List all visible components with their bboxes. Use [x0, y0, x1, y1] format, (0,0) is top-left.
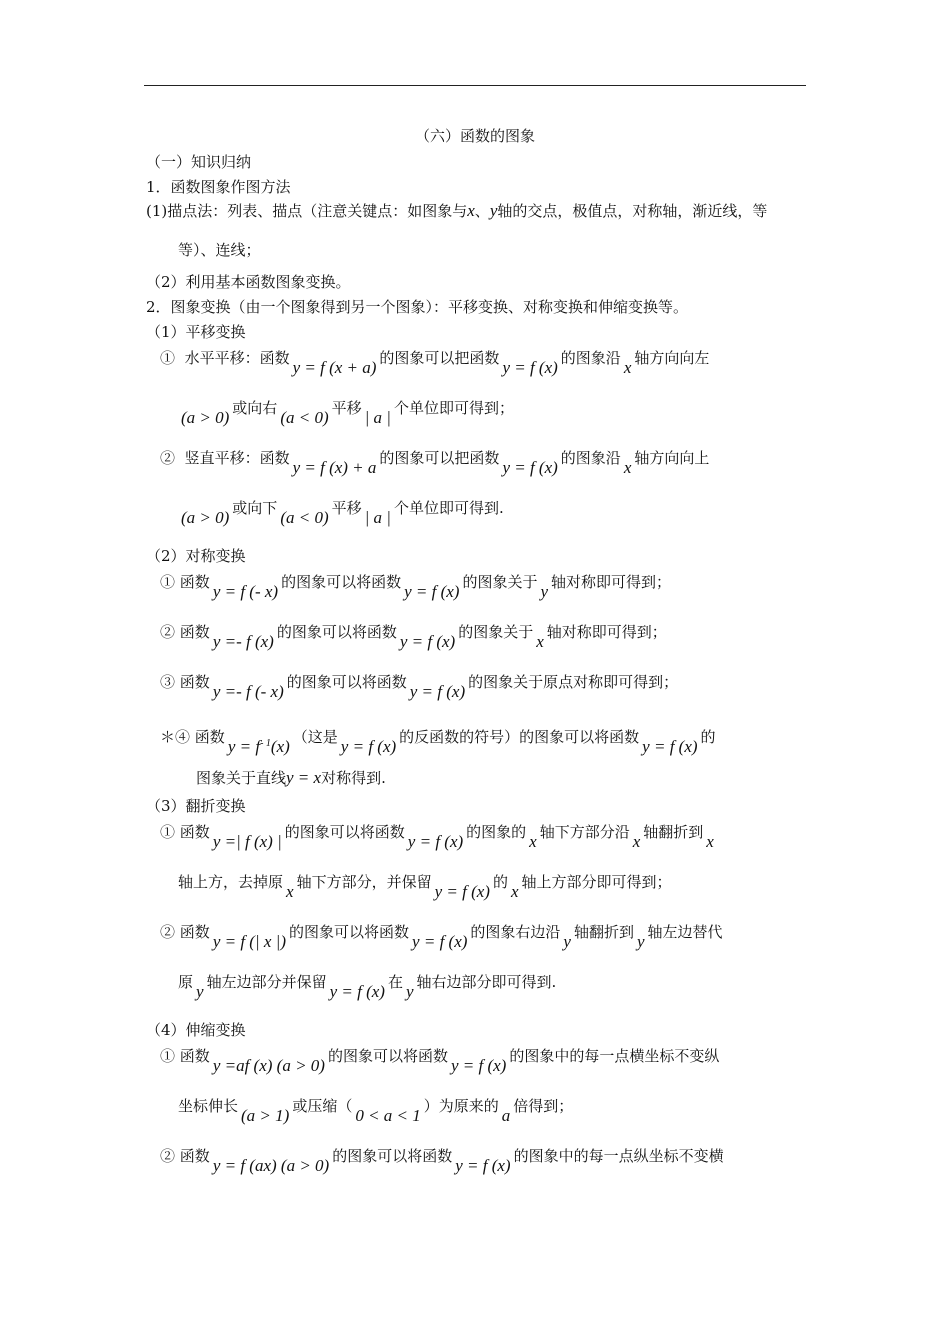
- subsection-heading: （1）平移变换: [146, 323, 246, 341]
- formula-line: 坐标伸长 (a > 1) 或压缩（ 0 < a < 1 ）为原来的 a 倍得到；: [178, 1097, 574, 1125]
- subsection-heading: （3）翻折变换: [146, 797, 246, 815]
- formula-line: ＊④ 函数 $y = f^{- 1}(x)$ （这是 y = f (x) 的反函数的符号）的图象可以将函数 y = f (x) 的: [160, 728, 716, 756]
- subsection-heading: 1．函数图象作图方法: [146, 178, 291, 196]
- formula-line: (a > 0) 或向下 (a < 0) 平移 | a | 个单位即可得到.: [181, 499, 504, 527]
- page-title: （六）函数的图象: [414, 127, 535, 145]
- paragraph: 等）、连线；: [178, 241, 261, 259]
- paragraph: (1)描点法：列表、描点（注意关键点：如图象与x、y轴的交点，极值点，对称轴，渐近线，等: [146, 201, 768, 220]
- formula-line: ① 水平平移：函数 y = f (x + a) 的图象可以把函数 y = f (x) 的图象沿 x 轴方向向左: [160, 349, 710, 377]
- formula-line: 原 y 轴左边部分并保留 y = f (x) 在 y 轴右边部分即可得到.: [178, 973, 557, 1001]
- formula-line: ② 竖直平移：函数 y = f (x) + a 的图象可以把函数 y = f (x) 的图象沿 x 轴方向向上: [160, 449, 710, 477]
- formula-line: ③ 函数 y =- f (- x) 的图象可以将函数 y = f (x) 的图象关于原点对称即可得到；: [160, 673, 679, 701]
- subsection-heading: （2）对称变换: [146, 547, 246, 565]
- formula-line: ① 函数 y = f (- x) 的图象可以将函数 y = f (x) 的图象关于 y 轴对称即可得到；: [160, 573, 672, 601]
- paragraph: 图象关于直线y = x对称得到.: [196, 768, 386, 787]
- formula-line: ② 函数 y =- f (x) 的图象可以将函数 y = f (x) 的图象关于 x 轴对称即可得到；: [160, 623, 667, 651]
- paragraph: （2）利用基本函数图象变换。: [146, 273, 351, 291]
- formula-line: ② 函数 y = f (ax) (a > 0) 的图象可以将函数 y = f (x) 的图象中的每一点纵坐标不变横: [160, 1147, 724, 1175]
- formula-line: (a > 0) 或向右 (a < 0) 平移 | a | 个单位即可得到；: [181, 399, 514, 427]
- header-rule: [144, 85, 806, 86]
- formula-line: ① 函数 y =| f (x) | 的图象可以将函数 y = f (x) 的图象的 x 轴下方部分沿 x 轴翻折到 x: [160, 823, 714, 851]
- subsection-heading: （4）伸缩变换: [146, 1021, 246, 1039]
- formula-line: ② 函数 y = f (| x |) 的图象可以将函数 y = f (x) 的图象右边沿 y 轴翻折到 y 轴左边替代: [160, 923, 723, 951]
- formula-line: 轴上方，去掉原 x 轴下方部分，并保留 y = f (x) 的 x 轴上方部分即可得到；: [178, 873, 672, 901]
- formula-line: ① 函数 y =af (x) (a > 0) 的图象可以将函数 y = f (x) 的图象中的每一点横坐标不变纵: [160, 1047, 720, 1075]
- paragraph: 2．图象变换（由一个图象得到另一个图象）：平移变换、对称变换和伸缩变换等。: [146, 298, 689, 316]
- section-heading: （一）知识归纳: [146, 153, 252, 171]
